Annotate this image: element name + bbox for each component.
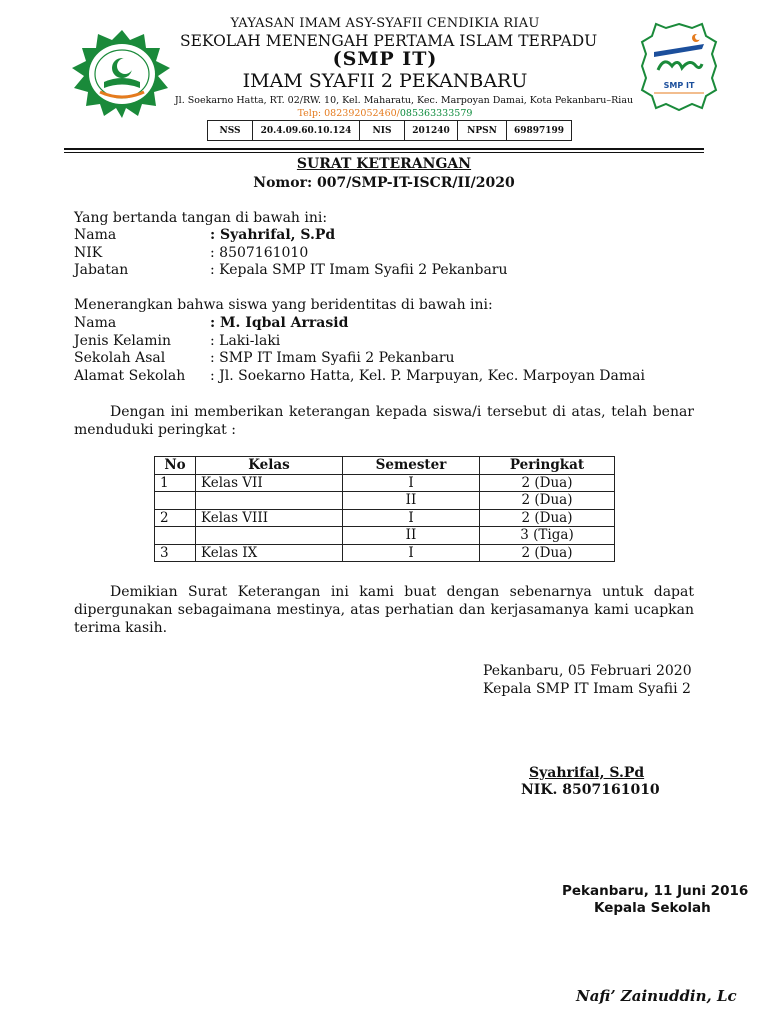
ranking-paragraph-line-2: menduduki peringkat : [74, 422, 236, 438]
old-signer-title: Kepala Sekolah [594, 900, 711, 916]
school-name: IMAM SYAFII 2 PEKANBARU [242, 70, 528, 92]
registry-table [207, 120, 572, 141]
closing-paragraph-line-2: dipergunakan sebagaimana mestinya, atas perhatian dan kerjasamanya kami ucapkan [74, 602, 694, 618]
cell-peringkat: 2 (Dua) [480, 492, 615, 510]
table-row [155, 492, 615, 510]
closing-paragraph-line-3: terima kasih. [74, 620, 168, 636]
old-place-date: Pekanbaru, 11 Juni 2016 [562, 883, 749, 899]
school-emblem-right-icon [640, 22, 718, 112]
signer-nik-value: : 8507161010 [210, 245, 309, 261]
student-intro: Menerangkan bahwa siswa yang beridentitas di bawah ini: [74, 297, 493, 313]
letter-number: Nomor: 007/SMP-IT-ISCR/II/2020 [253, 175, 515, 191]
foundation-name: YAYASAN IMAM ASY-SYAFII CENDIKIA RIAU [230, 16, 540, 31]
table-row [155, 509, 615, 527]
cell-semester: I [343, 474, 480, 492]
cell-kelas: Kelas VIII [196, 509, 343, 527]
closing-paragraph-line-1: Demikian Surat Keterangan ini kami buat dengan sebenarnya untuk dapat [110, 584, 694, 600]
student-gender-value: : Laki-laki [210, 333, 281, 349]
signer-nik-label: NIK [74, 245, 103, 261]
nis-value: 201240 [405, 121, 458, 141]
cell-no [155, 527, 196, 545]
ranking-paragraph [74, 403, 694, 439]
cell-kelas: Kelas IX [196, 544, 343, 562]
right-logo-label: SMP IT [663, 81, 695, 90]
cell-kelas [196, 527, 343, 545]
col-header-semester: Semester [343, 457, 480, 475]
school-abbr: (SMP IT) [332, 48, 438, 70]
cell-peringkat: 2 (Dua) [480, 544, 615, 562]
closing-paragraph [74, 583, 694, 637]
header-divider-thin [64, 152, 704, 153]
cell-peringkat: 2 (Dua) [480, 474, 615, 492]
col-header-no: No [155, 457, 196, 475]
cell-no: 2 [155, 509, 196, 527]
table-row [155, 474, 615, 492]
cell-semester: II [343, 492, 480, 510]
nss-label: NSS [208, 121, 253, 141]
cell-peringkat: 3 (Tiga) [480, 527, 615, 545]
nis-label: NIS [360, 121, 405, 141]
signer-name-label: Nama [74, 227, 117, 243]
npsn-value: 69897199 [507, 121, 572, 141]
phone-primary: Telp: 082392052460/ [297, 108, 400, 119]
cell-no: 3 [155, 544, 196, 562]
signature-nik: NIK. 8507161010 [521, 782, 660, 798]
signer-title: Kepala SMP IT Imam Syafii 2 [483, 681, 691, 697]
student-school-value: : SMP IT Imam Syafii 2 Pekanbaru [210, 350, 455, 366]
old-signature-name: Nafi’ Zainuddin, Lc [576, 987, 737, 1005]
cell-kelas [196, 492, 343, 510]
table-row [155, 544, 615, 562]
student-name-value: : M. Iqbal Arrasid [210, 315, 349, 331]
ranking-table [154, 456, 615, 562]
place-date: Pekanbaru, 05 Februari 2020 [483, 663, 692, 679]
cell-semester: I [343, 509, 480, 527]
cell-no: 1 [155, 474, 196, 492]
cell-semester: II [343, 527, 480, 545]
col-header-peringkat: Peringkat [480, 457, 615, 475]
student-address-label: Alamat Sekolah [74, 368, 186, 384]
cell-kelas: Kelas VII [196, 474, 343, 492]
student-gender-label: Jenis Kelamin [74, 333, 171, 349]
table-row [155, 527, 615, 545]
col-header-kelas: Kelas [196, 457, 343, 475]
cell-semester: I [343, 544, 480, 562]
school-address: Jl. Soekarno Hatta, RT. 02/RW. 10, Kel. Maharatu, Kec. Marpoyan Damai, Kota Pekanbaru–Riau [174, 95, 634, 106]
signature-name: Syahrifal, S.Pd [529, 765, 645, 781]
school-emblem-left-icon [70, 28, 174, 118]
letter-title: SURAT KETERANGAN [296, 156, 472, 172]
cell-peringkat: 2 (Dua) [480, 509, 615, 527]
school-phone [180, 108, 590, 119]
ranking-paragraph-line-1: Dengan ini memberikan keterangan kepada siswa/i tersebut di atas, telah benar [110, 404, 694, 420]
school-type: SEKOLAH MENENGAH PERTAMA ISLAM TERPADU [180, 32, 598, 50]
nss-value: 20.4.09.60.10.124 [253, 121, 360, 141]
signer-intro: Yang bertanda tangan di bawah ini: [74, 210, 328, 226]
npsn-label: NPSN [458, 121, 507, 141]
student-address-value: : Jl. Soekarno Hatta, Kel. P. Marpuyan, Kec. Marpoyan Damai [210, 368, 645, 384]
header-divider-thick [64, 148, 704, 150]
signer-name-value: : Syahrifal, S.Pd [210, 227, 336, 243]
cell-no [155, 492, 196, 510]
student-name-label: Nama [74, 315, 117, 331]
signer-position-label: Jabatan [74, 262, 129, 278]
phone-secondary: 085363333579 [399, 108, 473, 119]
signer-position-value: : Kepala SMP IT Imam Syafii 2 Pekanbaru [210, 262, 508, 278]
student-school-label: Sekolah Asal [74, 350, 166, 366]
